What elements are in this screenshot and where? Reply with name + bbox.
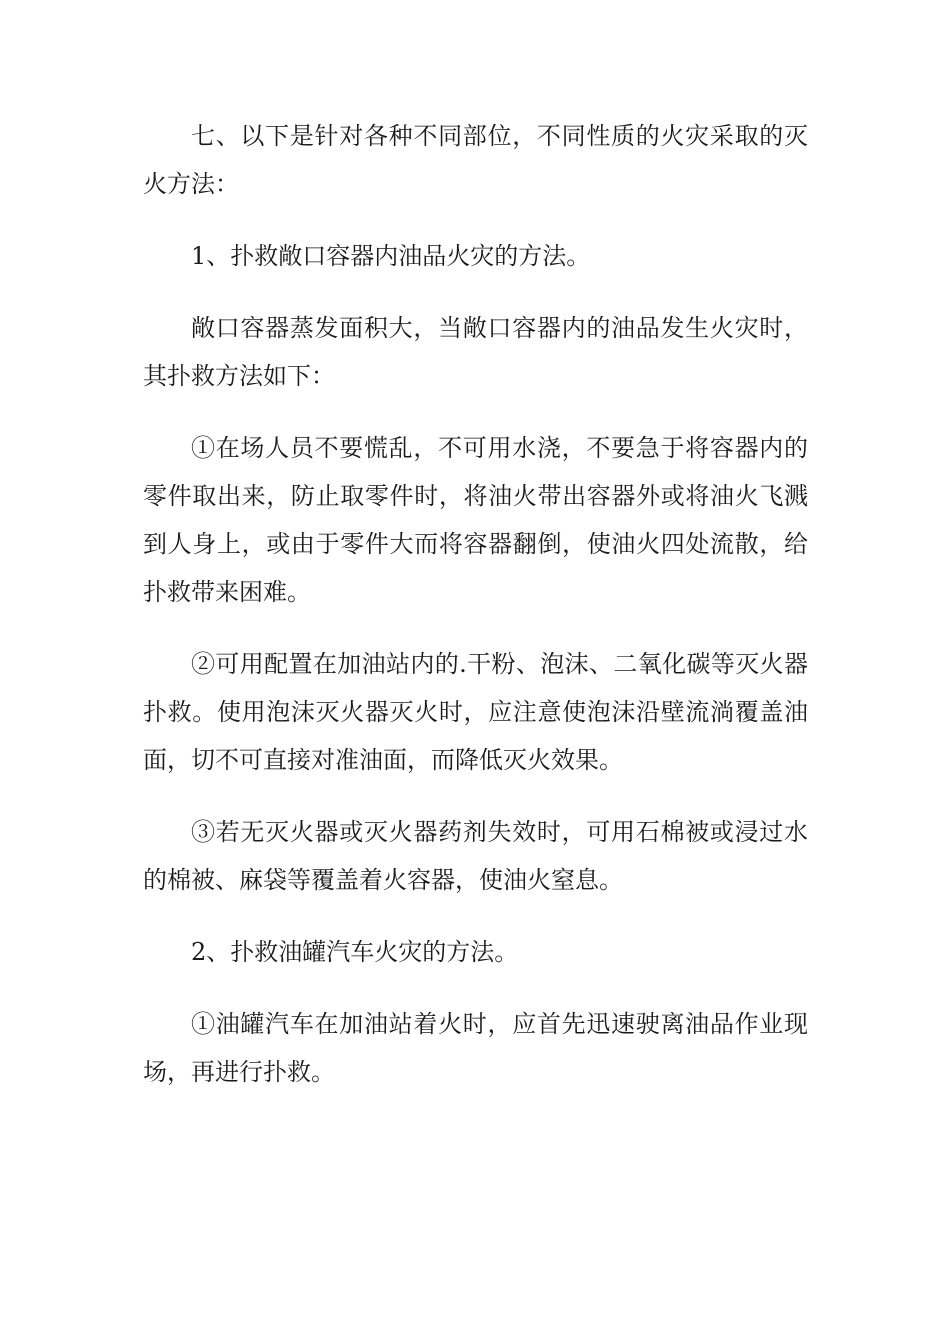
subheading-tanker-fire: 2、扑救油罐汽车火灾的方法。	[191, 938, 519, 966]
paragraph-step-2: ②可用配置在加油站内的.干粉、泡沫、二氧化碳等灭火器扑救。使用泡沫灭火器灭火时，应注意使泡沫沿壁流淌覆盖油面，切不可直接对准油面，而降低灭火效果。	[143, 650, 808, 774]
document-body	[143, 112, 808, 1120]
subheading-open-container-fire: 1、扑救敞口容器内油品火灾的方法。	[191, 242, 591, 270]
paragraph-step-3: ③若无灭火器或灭火器药剂失效时，可用石棉被或浸过水的棉被、麻袋等覆盖着火容器，使油火窒息。	[143, 818, 808, 894]
section-heading-fire-methods: 七、以下是针对各种不同部位，不同性质的火灾采取的灭火方法：	[143, 122, 808, 198]
paragraph-open-container-intro: 敞口容器蒸发面积大，当敞口容器内的油品发生火灾时，其扑救方法如下：	[143, 314, 808, 390]
paragraph-step-1: ①在场人员不要慌乱，不可用水浇，不要急于将容器内的零件取出来，防止取零件时，将油火带出容器外或将油火飞溅到人身上，或由于零件大而将容器翻倒，使油火四处流散，给扑救带来困难。	[143, 434, 808, 606]
paragraph-tanker-step-1: ①油罐汽车在加油站着火时，应首先迅速驶离油品作业现场，再进行扑救。	[143, 1010, 808, 1086]
